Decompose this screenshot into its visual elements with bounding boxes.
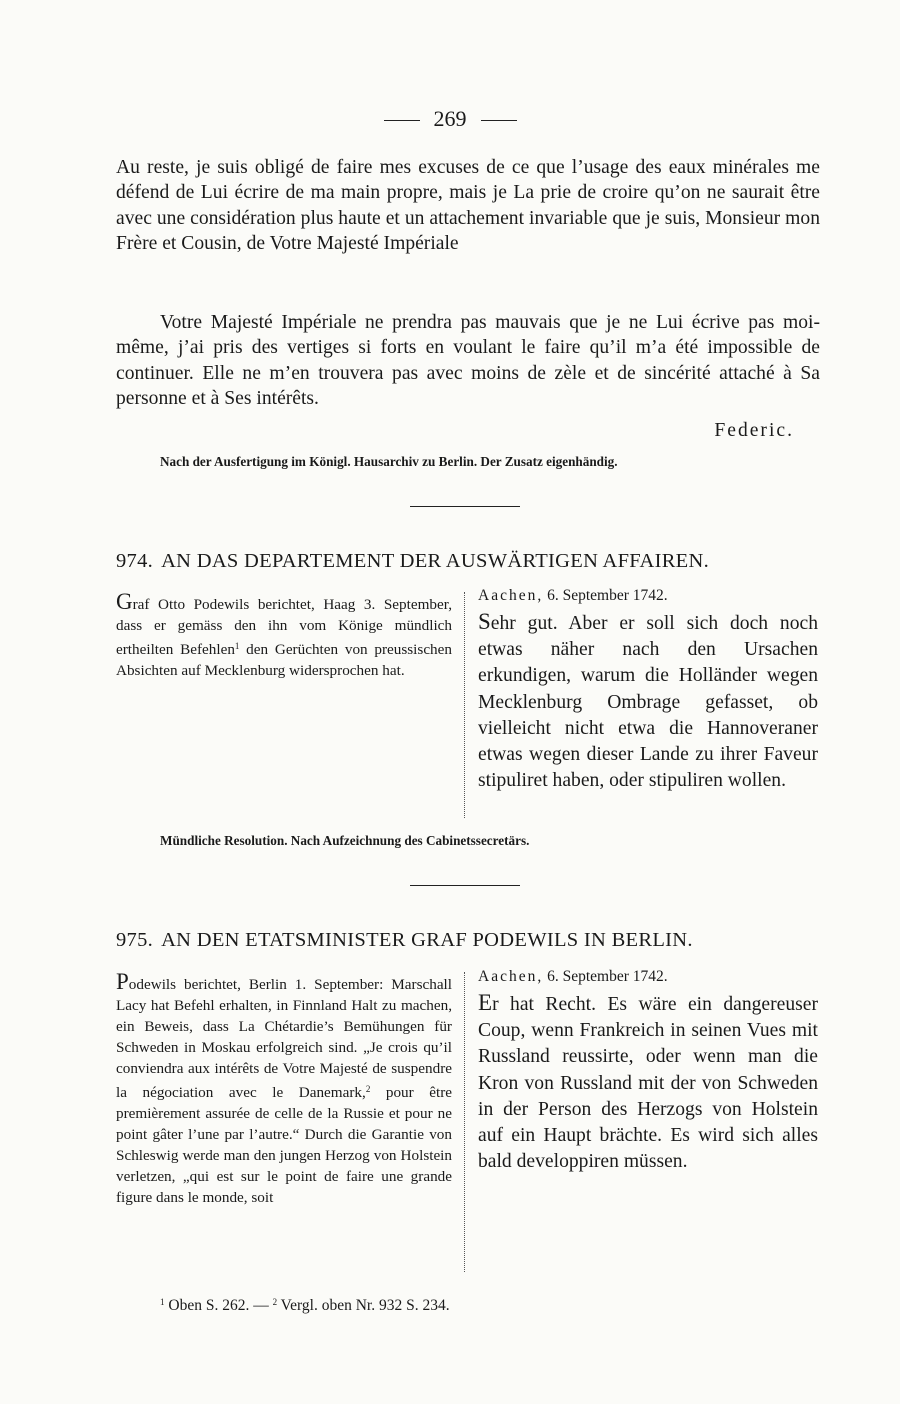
entry-974-summary-text: raf Otto Podewils berichtet, Haag 3. September, dass er gemäss den ihn vom Könige mündlich ertheilten Befehlen (116, 596, 452, 658)
entry-975-summary (116, 971, 452, 1208)
footnote-1-text: Oben S. 262. — (164, 1297, 273, 1314)
entry-975-reply (478, 966, 818, 1175)
footnote-2-mark: 2 (272, 1297, 278, 1307)
entry-974-date-place: Aachen, (478, 587, 544, 604)
entry-975-title: AN DEN ETATSMINISTER GRAF PODEWILS IN BERLIN. (161, 929, 693, 951)
entry-974-reply-text: ehr gut. Aber er soll sich doch noch etwas näher nach den Ursachen erkundigen, warum die Holländer wegen Mecklenburg Ombrage gefasset, ob vielleicht nicht etwa die Hannoveraner etwas wegen dieser Lande zu ihrer Faveur stipuliret haben, oder stipuliren wollen. (478, 613, 818, 792)
entry-975-summary-text: odewils berichtet, Berlin 1. September: Marschall Lacy hat Befehl erhalten, in Finnland Halt zu machen, ein Beweis, dass La Chétardie’s Bemühungen für Schweden in Moskau erfolgreich sind. „Je crois qu’il conviendra aux intérêts de Votre Majesté de suspendre la négociation avec le Danemark, (116, 976, 452, 1101)
footnote-ref-2: 2 (365, 1084, 371, 1094)
footnote-ref-1: 1 (234, 641, 240, 651)
entry-975-date-text: 6. September 1742. (543, 968, 668, 985)
entry-975-reply-text: r hat Recht. Es wäre ein dangereuser Coup, wenn Frankreich in seinen Vues mit Russland reussirte, oder wenn man die Kron von Russland mit der von Schweden in der Person des Herzogs von Holstein auf ein Haupt brächte. Es wird sich alles bald developpiren müssen. (478, 994, 818, 1173)
entry-974-reply (478, 585, 818, 794)
entry-975-date (478, 966, 818, 988)
entry-974-reply-initial: S (478, 609, 491, 634)
entry-975-summary-initial: P (116, 969, 129, 994)
header-dash-left (384, 120, 420, 121)
entry-974-date-text: 6. September 1742. (543, 587, 668, 604)
footnotes (160, 1297, 450, 1315)
footnote-1-mark: 1 (160, 1297, 165, 1307)
footnote-2-text: Vergl. oben Nr. 932 S. 234. (277, 1297, 450, 1314)
entry-974-number: 974. (116, 550, 154, 572)
column-divider-975 (464, 972, 465, 1272)
entry-975-number: 975. (116, 929, 154, 951)
entry-974-summary-initial: G (116, 589, 133, 614)
entry-975-heading (116, 929, 820, 952)
section-rule-2 (410, 885, 520, 886)
entry-974-date (478, 585, 818, 607)
entry-974-title: AN DAS DEPARTEMENT DER AUSWÄRTIGEN AFFAIREN. (161, 550, 710, 572)
entry-974-heading (116, 550, 820, 573)
entry-975-date-place: Aachen, (478, 968, 544, 985)
entry-975-reply-initial: E (478, 990, 493, 1015)
column-divider-974 (464, 592, 465, 818)
entry-974-source-note: Mündliche Resolution. Nach Aufzeichnung des Cabinetssecretärs. (160, 833, 530, 848)
section-rule-1 (410, 506, 520, 507)
entry-975-summary-text-2: pour être premièrement assurée de celle de la Russie et pour ne point gâter l’une par l’autre.“ Durch die Garantie von Schleswig werde man den jungen Herzog von Holstein verletzen, „qui est sur le point de faire une grande figure dans le monde, soit (116, 1084, 452, 1206)
entry-974-summary (116, 591, 452, 681)
letter-body: Au reste, je suis obligé de faire mes excuses de ce que l’usage des eaux minérales me défend de Lui écrire de ma main propre, mais je La prie de croire qu’on ne saurait être avec une considération plus haute et un attachement invariable que je suis, Monsieur mon Frère et Cousin, de Votre Majesté Impériale (116, 157, 820, 255)
entry-974-summary-text-2: den Gerüchten von preussischen Absichten auf Mecklenburg widersprochen hat. (116, 641, 452, 679)
page-header (0, 106, 900, 132)
source-note-1: Nach der Ausfertigung im Königl. Hausarchiv zu Berlin. Der Zusatz eigenhändig. (160, 454, 618, 469)
signature: Federic. (714, 420, 794, 441)
page-number: 269 (433, 106, 467, 131)
header-dash-right (481, 120, 517, 121)
letter-postscript: Votre Majesté Impériale ne prendra pas mauvais que je ne Lui écrive pas moi-même, j’ai pris des vertiges si forts en voulant le faire qu’il m’a été impossible de continuer. Elle ne m’en trouvera pas avec moins de zèle et de sincérité attaché à Sa personne et à Ses intérêts. (116, 312, 820, 410)
